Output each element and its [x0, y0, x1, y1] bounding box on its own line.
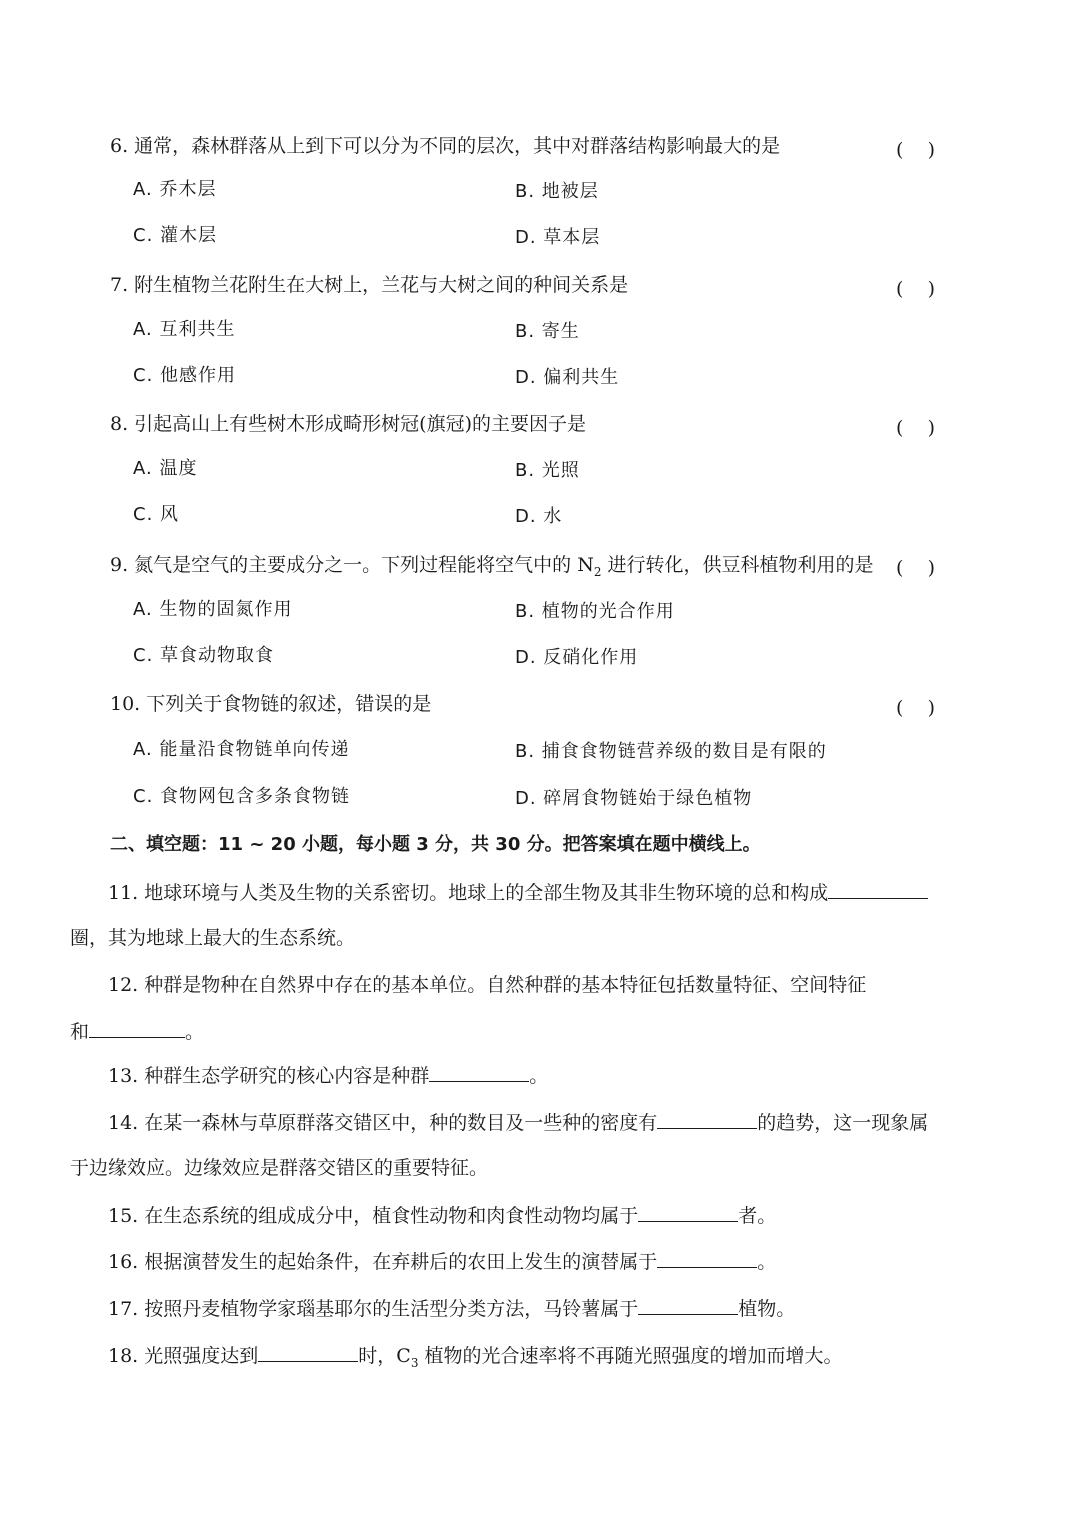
question-7-option-a: A. 互利共生: [133, 319, 236, 340]
answer-blank[interactable]: [657, 1110, 757, 1129]
section-2-title: 二、填空题：11 ~ 20 小题，每小题 3 分，共 30 分。把答案填在题中横线上。: [110, 834, 761, 855]
answer-blank[interactable]: [258, 1343, 358, 1362]
answer-blank[interactable]: [638, 1296, 738, 1315]
answer-blank[interactable]: [89, 1019, 185, 1038]
question-10-option-a: A. 能量沿食物链单向传递: [133, 739, 350, 760]
question-7-stem: 7. 附生植物兰花附生在大树上，兰花与大树之间的种间关系是: [110, 274, 629, 296]
answer-blank[interactable]: [429, 1063, 529, 1082]
question-16: 16. 根据演替发生的起始条件，在弃耕后的农田上发生的演替属于 。: [108, 1251, 777, 1273]
question-14-continued: 于边缘效应。边缘效应是群落交错区的重要特征。: [70, 1157, 489, 1179]
question-9-answer-paren: ( ): [896, 557, 935, 579]
question-17: 17. 按照丹麦植物学家瑙基耶尔的生活型分类方法，马铃薯属于 植物。: [108, 1298, 796, 1320]
question-6-answer-paren: ( ): [896, 139, 935, 161]
question-7-answer-paren: ( ): [896, 278, 935, 300]
question-14: 14. 在某一森林与草原群落交错区中，种的数目及一些种的密度有 的趋势，这一现象属: [108, 1112, 929, 1134]
question-6-option-a: A. 乔木层: [133, 179, 217, 200]
question-11-continued: 圈，其为地球上最大的生态系统。: [70, 927, 356, 949]
question-7-option-d: D. 偏利共生: [515, 367, 620, 388]
question-10-answer-paren: ( ): [896, 697, 935, 719]
answer-blank[interactable]: [828, 880, 928, 899]
question-12-continued: 和 。: [70, 1021, 205, 1043]
answer-blank[interactable]: [657, 1249, 757, 1268]
question-6-stem: 6. 通常，森林群落从上到下可以分为不同的层次，其中对群落结构影响最大的是: [110, 135, 781, 157]
answer-blank[interactable]: [638, 1203, 738, 1222]
question-9-option-c: C. 草食动物取食: [133, 645, 275, 666]
question-6-option-b: B. 地被层: [515, 181, 599, 202]
question-10-option-b: B. 捕食食物链营养级的数目是有限的: [515, 741, 827, 762]
question-10-option-d: D. 碎屑食物链始于绿色植物: [515, 788, 753, 809]
question-8-stem: 8. 引起高山上有些树木形成畸形树冠(旗冠)的主要因子是: [110, 413, 586, 435]
question-10-stem: 10. 下列关于食物链的叙述，错误的是: [110, 693, 432, 715]
question-7-option-c: C. 他感作用: [133, 365, 237, 386]
question-9-option-a: A. 生物的固氮作用: [133, 599, 293, 620]
question-13: 13. 种群生态学研究的核心内容是种群 。: [108, 1065, 549, 1087]
question-6-option-c: C. 灌木层: [133, 225, 218, 246]
question-7-option-b: B. 寄生: [515, 321, 580, 342]
question-8-option-d: D. 水: [515, 506, 563, 527]
question-8-answer-paren: ( ): [896, 417, 935, 439]
question-12: 12. 种群是物种在自然界中存在的基本单位。自然种群的基本特征包括数量特征、空间特征: [108, 974, 867, 996]
question-9-option-d: D. 反硝化作用: [515, 647, 639, 668]
question-8-option-a: A. 温度: [133, 458, 198, 479]
question-10-option-c: C. 食物网包含多条食物链: [133, 786, 351, 807]
question-18: 18. 光照强度达到 时，$C_3$ 植物的光合速率将不再随光照强度的增加而增大。: [108, 1345, 843, 1370]
question-9-option-b: B. 植物的光合作用: [515, 601, 675, 622]
question-15: 15. 在生态系统的组成成分中，植食性动物和肉食性动物均属于 者。: [108, 1205, 777, 1227]
question-9-stem: 9. 氮气是空气的主要成分之一。下列过程能将空气中的 $N_2$ 进行转化，供豆科植物利用的是: [110, 554, 874, 579]
question-6-option-d: D. 草本层: [515, 227, 601, 248]
question-11: 11. 地球环境与人类及生物的关系密切。地球上的全部生物及其非生物环境的总和构成: [108, 880, 928, 905]
question-8-option-c: C. 风: [133, 504, 180, 525]
question-8-option-b: B. 光照: [515, 460, 580, 481]
